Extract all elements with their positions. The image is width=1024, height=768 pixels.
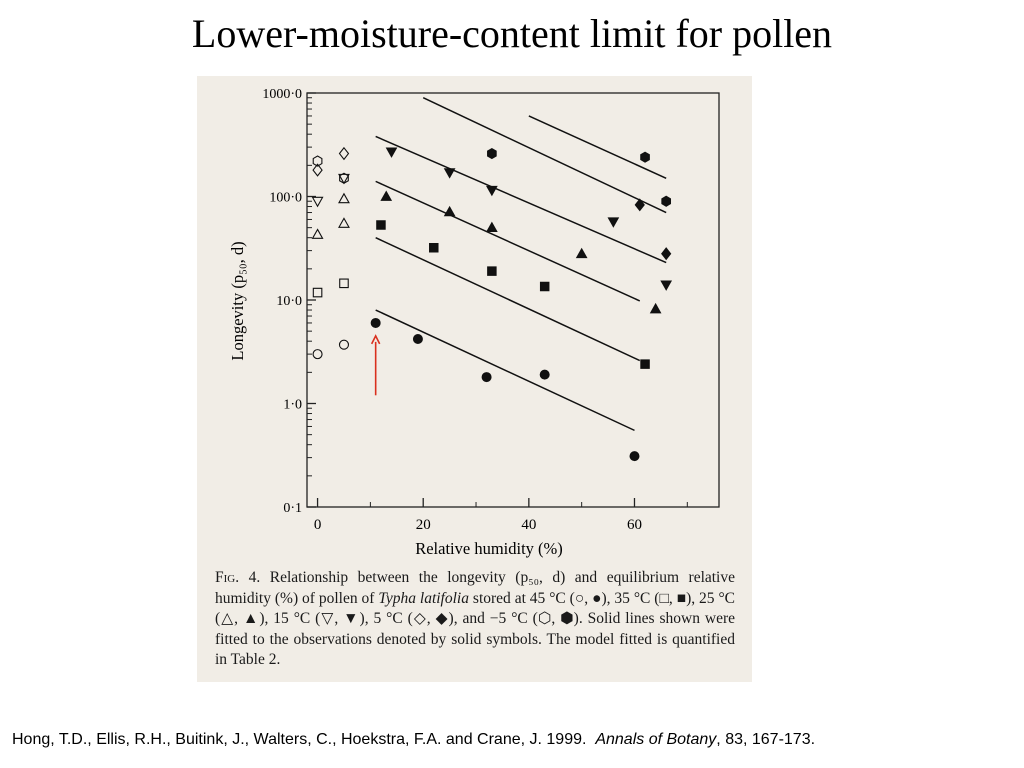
point-open-square xyxy=(313,288,322,297)
figure-caption xyxy=(215,568,735,671)
point-solid-square xyxy=(641,360,650,369)
figure-scan xyxy=(197,76,752,682)
slide-title: Lower-moisture-content limit for pollen xyxy=(191,11,833,56)
point-solid-triangle-up xyxy=(445,207,455,216)
point-open-circle xyxy=(339,340,348,349)
citation xyxy=(12,731,1012,749)
point-open-triangle-down xyxy=(313,197,323,206)
fit-line-triangle-down xyxy=(376,136,667,262)
point-solid-circle xyxy=(482,373,491,382)
caption-label: Fig. 4. xyxy=(215,569,261,586)
point-open-triangle-up xyxy=(339,218,349,227)
point-solid-circle xyxy=(630,452,639,461)
point-solid-circle xyxy=(540,370,549,379)
point-solid-circle xyxy=(371,318,380,327)
point-solid-circle xyxy=(413,334,422,343)
point-solid-triangle-up xyxy=(381,192,391,201)
fit-line-triangle-up xyxy=(376,181,640,301)
x-tick-label: 40 xyxy=(521,517,537,533)
point-solid-triangle-down xyxy=(661,281,671,290)
point-open-diamond xyxy=(339,148,348,160)
y-tick-label: 100·0 xyxy=(269,190,302,206)
plot-frame xyxy=(307,93,719,507)
x-axis-label: Relative humidity (%) xyxy=(415,539,563,558)
point-solid-square xyxy=(488,267,497,276)
point-solid-hexagon xyxy=(662,196,671,206)
point-open-triangle-up xyxy=(313,229,323,238)
point-solid-triangle-down xyxy=(387,148,397,157)
y-tick-label: 10·0 xyxy=(276,294,302,309)
point-open-triangle-up xyxy=(339,194,349,203)
point-solid-triangle-down xyxy=(487,186,497,195)
citation-authors: Hong, T.D., Ellis, R.H., Buitink, J., Walters, C., Hoekstra, F.A. and Crane, J. 1999. xyxy=(12,731,587,748)
point-solid-square xyxy=(377,221,386,230)
caption-species: Typha latifolia xyxy=(378,589,469,607)
y-tick-label: 1000·0 xyxy=(262,87,302,102)
y-tick-label: 0·1 xyxy=(283,501,302,516)
x-tick-label: 20 xyxy=(415,517,431,533)
point-solid-triangle-up xyxy=(577,249,587,258)
caption-text-1: Relationship between the longevity (p₅₀, d) and equilibrium relative humidity (%) of pollen of xyxy=(215,569,735,607)
caption-text-2: stored at 45 °C (○, ●), 35 °C (□, ■), 25 °C (△, ▲), 15 °C (▽, ▼), 5 °C (◇, ◆), and −5 °C (⬡, ⬢). Solid lines shown were fitted to the observations denoted by solid symbols. The model fitted is quantified in Table 2. xyxy=(215,589,735,668)
fit-line-diamond xyxy=(423,98,666,213)
point-solid-diamond xyxy=(662,248,671,260)
point-solid-hexagon xyxy=(641,152,650,162)
citation-journal: Annals of Botany xyxy=(595,731,717,748)
point-open-square xyxy=(340,279,349,288)
point-solid-triangle-down xyxy=(445,169,455,178)
x-tick-label: 0 xyxy=(313,517,322,533)
citation-volume: , 83, 167-173. xyxy=(716,731,816,748)
point-solid-triangle-up xyxy=(487,223,497,232)
point-solid-triangle-up xyxy=(651,304,661,313)
point-open-circle xyxy=(313,350,322,359)
point-solid-hexagon xyxy=(488,149,497,159)
point-solid-square xyxy=(430,243,439,252)
fit-line-hexagon xyxy=(529,116,666,178)
x-tick-label: 60 xyxy=(626,517,642,533)
y-axis-label: Longevity (p₅₀, d) xyxy=(228,241,247,361)
point-solid-triangle-down xyxy=(608,218,618,227)
y-tick-label: 1·0 xyxy=(283,397,302,413)
fit-line-circle xyxy=(376,310,635,430)
point-solid-square xyxy=(540,282,549,291)
